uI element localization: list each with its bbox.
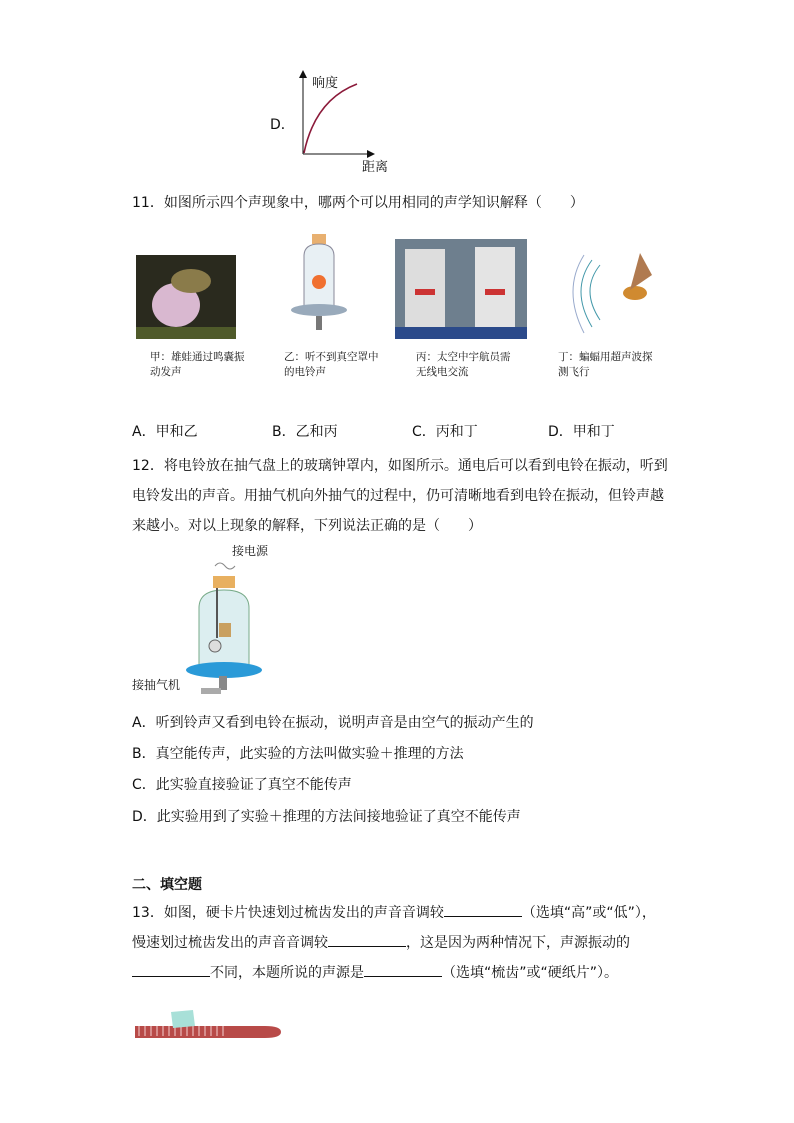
caption-bing: 丙：太空中宇航员需无线电交流 [416, 351, 511, 378]
q13-text-3b: （选填“梳齿”或“硬纸片”）。 [442, 965, 619, 981]
section-title: 二、填空题 [132, 877, 202, 893]
q13-line3 [132, 962, 618, 982]
q12-option-a[interactable]: A．听到铃声又看到电铃在振动，说明声音是由空气的振动产生的 [132, 715, 534, 731]
q13-text-1b: （选填“高”或“低”）， [521, 905, 656, 921]
caption-yi: 乙：听不到真空罩中的电铃声 [284, 351, 379, 378]
q13-line2 [132, 932, 630, 952]
q11-option-a[interactable]: A．甲和乙 [132, 424, 198, 440]
frog-image [136, 255, 236, 339]
option-d-label: D． [270, 117, 295, 133]
q12-option-d[interactable]: D．此实验用到了实验＋推理的方法间接地验证了真空不能传声 [132, 809, 521, 825]
bell-jar-image [290, 226, 350, 342]
pump-label: 接抽气机 [132, 678, 181, 692]
caption-jia: 甲：雄蛙通过鸣囊振动发声 [150, 351, 245, 378]
q11-option-d[interactable]: D．甲和丁 [548, 424, 615, 440]
answer-blank-2[interactable] [328, 934, 406, 947]
caption-ding: 丁：蝙蝠用超声波探测飞行 [558, 351, 653, 378]
q12-option-b[interactable]: B．真空能传声，此实验的方法叫做实验＋推理的方法 [132, 746, 464, 762]
q13-line1 [132, 902, 656, 922]
astronauts-image [395, 239, 527, 339]
y-axis-label: 响度 [312, 76, 339, 91]
q12-stem-line2: 电铃发出的声音。用抽气机向外抽气的过程中，仍可清晰地看到电铃在振动，但铃声越 [132, 488, 664, 504]
q12-stem-line3: 来越小。对以上现象的解释，下列说法正确的是（ ） [132, 518, 482, 534]
q13-text-3a: 不同，本题所说的声源是 [210, 965, 364, 981]
q11-option-c[interactable]: C．丙和丁 [412, 424, 478, 440]
bell-jar-figure [185, 558, 265, 703]
q13-text-1a: 13．如图，硬卡片快速划过梳齿发出的声音音调较 [132, 905, 444, 921]
power-label: 接电源 [232, 544, 269, 558]
answer-blank-4[interactable] [364, 964, 442, 977]
bat-image [570, 245, 670, 335]
q11-stem: 11．如图所示四个声现象中，哪两个可以用相同的声学知识解释（ ） [132, 195, 584, 211]
q11-option-b[interactable]: B．乙和丙 [272, 424, 338, 440]
q13-text-2a: 慢速划过梳齿发出的声音音调较 [132, 935, 328, 951]
answer-blank-1[interactable] [444, 904, 522, 917]
comb-card-image [135, 1010, 283, 1044]
x-axis-label: 距离 [362, 160, 389, 175]
q12-option-c[interactable]: C．此实验直接验证了真空不能传声 [132, 777, 352, 793]
q12-stem-line1: 12．将电铃放在抽气盘上的玻璃钟罩内，如图所示。通电后可以看到电铃在振动，听到 [132, 458, 668, 474]
answer-blank-3[interactable] [132, 964, 210, 977]
q13-text-2b: ，这是因为两种情况下，声源振动的 [406, 935, 630, 951]
